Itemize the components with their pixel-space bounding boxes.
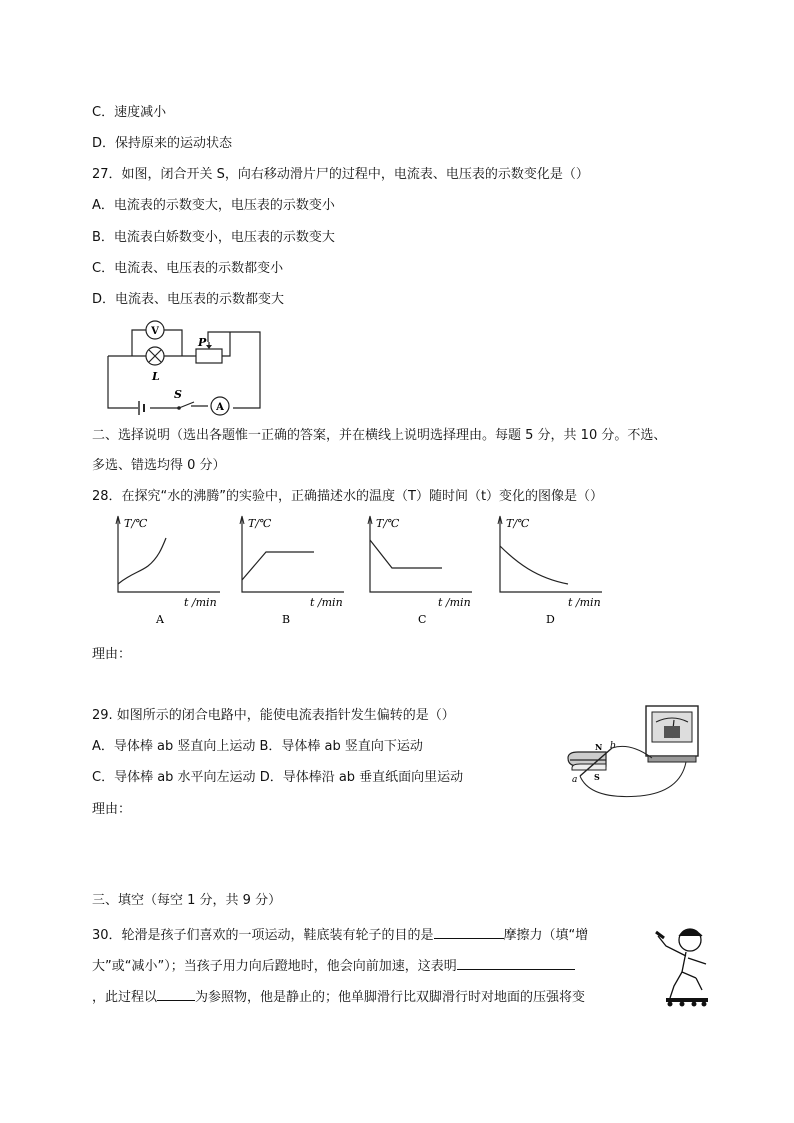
graph-c-caption: C	[418, 613, 427, 626]
q27-option-a: A．电流表的示数变大，电压表的示数变小	[92, 198, 335, 213]
q28-graph-c	[354, 512, 484, 627]
q26-option-d: D．保持原来的运动状态	[92, 136, 233, 151]
rod-end-a-label: a	[572, 775, 578, 785]
galvanometer-icon	[646, 706, 698, 762]
graph-d-y-label: T/℃	[506, 517, 530, 530]
q26-option-c: C．速度减小	[92, 105, 167, 120]
magnet-south-label: S	[594, 772, 600, 782]
q29-options-cd: C．导体棒 ab 水平向左运动 D．导体棒沿 ab 垂直纸面向里运动	[92, 770, 464, 785]
graph-c-x-label: t /min	[438, 596, 471, 609]
section3-heading: 三、填空（每空 1 分，共 9 分）	[92, 893, 282, 908]
q27-circuit-diagram	[98, 318, 268, 418]
q29-options-ab: A．导体棒 ab 竖直向上运动 B．导体棒 ab 竖直向下运动	[92, 739, 423, 754]
graph-d-caption: D	[546, 613, 555, 626]
q30-text-1: 30．轮滑是孩子们喜欢的一项运动，鞋底装有轮子的目的是	[92, 928, 434, 943]
lamp-label: L	[152, 370, 160, 383]
graph-b-y-label: T/℃	[248, 517, 272, 530]
slider-label: P	[198, 336, 207, 349]
rod-end-b-label: b	[610, 741, 616, 751]
magnet-icon	[568, 752, 606, 770]
q30-text-4: ，此过程以	[92, 990, 158, 1005]
graph-b-x-label: t /min	[310, 596, 343, 609]
ammeter-icon	[211, 397, 229, 415]
section2-heading-line2: 多选、错选均得 0 分）	[92, 458, 226, 473]
q30-line3	[92, 987, 585, 1007]
graph-d-x-label: t /min	[568, 596, 601, 609]
q30-blank-3[interactable]	[157, 987, 195, 1001]
q29-stem: 29. 如图所示的闭合电路中，能使电流表指针发生偏转的是（）	[92, 708, 455, 723]
graph-a-caption: A	[156, 613, 164, 626]
graph-a-y-label: T/℃	[124, 517, 148, 530]
q30-line1	[92, 925, 588, 945]
q28-graph-a	[100, 512, 230, 627]
q27-option-b: B．电流表白娇数变小，电压表的示数变大	[92, 230, 335, 245]
q30-blank-2[interactable]	[457, 956, 575, 970]
q29-induction-figure	[560, 700, 710, 810]
graph-c-y-label: T/℃	[376, 517, 400, 530]
q28-graph-d	[484, 512, 614, 627]
q27-option-d: D．电流表、电压表的示数都变大	[92, 292, 285, 307]
roller-skater-illustration	[636, 918, 726, 1008]
switch-label: S	[174, 388, 182, 401]
q28-reason-label: 理由：	[92, 647, 132, 662]
magnet-north-label: N	[595, 742, 603, 752]
graph-b-caption: B	[282, 613, 291, 626]
q27-stem: 27．如图，闭合开关 S，向右移动滑片尸的过程中，电流表、电压表的示数变化是（）	[92, 167, 589, 182]
graph-a-x-label: t /min	[184, 596, 217, 609]
section2-heading-line1: 二、选择说明（选出各题惟一正确的答案，并在横线上说明选择理由。每题 5 分，共 10 分。不选、	[92, 428, 667, 443]
q28-graph-b	[226, 512, 356, 627]
lamp-icon	[146, 347, 164, 365]
q30-text-3: 大”或“减小”）；当孩子用力向后蹬地时，他会向前加速，这表明	[92, 959, 457, 974]
q27-option-c: C．电流表、电压表的示数都变小	[92, 261, 284, 276]
voltmeter-icon	[146, 321, 164, 339]
q30-text-5: 为参照物，他是静止的；他单脚滑行比双脚滑行时对地面的压强将变	[195, 990, 586, 1005]
q30-blank-1[interactable]	[434, 925, 504, 939]
q29-reason-label: 理由：	[92, 802, 132, 817]
q30-line2	[92, 956, 575, 976]
q30-text-2: 摩擦力（填“增	[503, 928, 589, 943]
q28-stem: 28．在探究“水的沸腾”的实验中，正确描述水的温度（T）随时间（t）变化的图像是（）	[92, 489, 604, 504]
slider-arrow-icon	[206, 342, 212, 349]
battery-icon	[139, 401, 144, 415]
ammeter-label: A	[216, 402, 224, 413]
voltmeter-label: V	[151, 326, 159, 337]
